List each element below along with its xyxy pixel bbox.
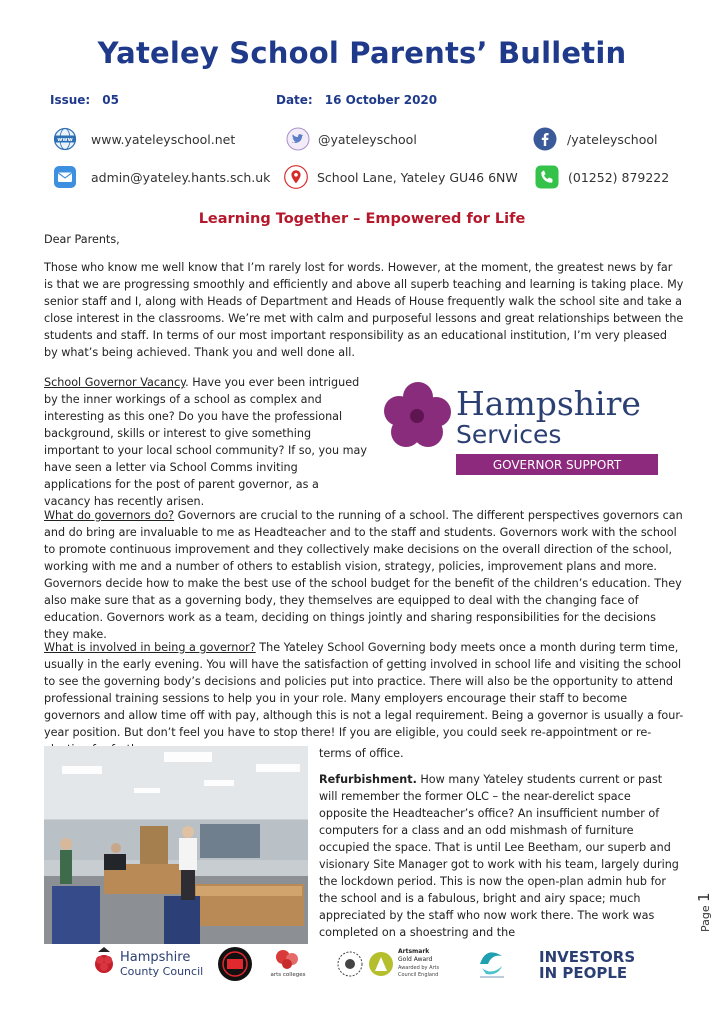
page-label: Page [699,905,712,932]
facebook-text: /yateleyschool [567,131,658,147]
issue-label: Issue: [50,93,91,107]
footer-logos [0,944,724,984]
address-text: School Lane, Yateley GU46 6NW [317,169,518,185]
intro-paragraph: Those who know me well know that I’m rarely lost for words. However, at the moment, the greatest news by far is that we are progressing smoothly and efficiently and above all superb teaching and learning is taking place. My senior staff and I, along with Heads of Department and Heads of House frequently walk the school site and take a close interest in the classrooms. We’re met with calm and purposeful lessons and great relationships between the students and staff. In terms of our most important responsibility as an educational institution, I’m very pleased by what’s being achieved. Thank you and well done all. [44,261,684,359]
artsmark-line2: Gold Award [398,956,433,963]
what-is-involved-paragraph [44,639,684,758]
email-icon [53,165,77,189]
what-governors-do-text: Governors are crucial to the running of a school. The different perspectives governors can and do bring are invaluable to me as Headteacher and to the staff and students. Governors work with the school to promote continuous improvement and they collectively make decisions on the overall direction of the school, working with me and a number of others to establish vision, strategy, policies, improvement plans and more. Governors decide how to make the best use of the school budget for the benefit of the children’s education. They also make sure that as a governing body, they themselves are equipped to deal with the changing face of education. Governors work as a team, deciding on things jointly and sharing responsibilities for the decisions they make. [44,509,683,641]
governor-support-text: GOVERNOR SUPPORT [492,458,622,472]
hampshire-word: Hampshire [456,384,641,423]
page-number [694,892,714,940]
globe-icon [53,127,77,151]
services-word: Services [456,420,562,449]
bulletin-title: Yateley School Parents’ Bulletin [97,36,627,70]
what-is-involved-text: The Yateley School Governing body meets once a month during term time, usually in the early evening. You will have the satisfaction of getting involved in school life and visiting the school to see the governing body’s decisions and policies put into practice. There will also be the opportunity to attend professional training sessions to help you in your role. Many employers encourage their staff to become governors and allow time off with pay, although this is not a legal requirement. Being a governor is usually a four-year position. But don’t feel you have to stop there! If you are eligible, you could seek re-appointment or re- [44,641,684,739]
contact-phone[interactable] [535,165,669,189]
governor-vacancy-text: . Have you ever been intrigued by the inner workings of a school as complex and interesting as this one? Do you have the professional background, skills or interest to give something important to your local school community? If so, you may have seen a letter via School Comms inviting applications for the post of parent governor, as a vacancy has recently arisen. [44,376,368,508]
phone-icon [535,165,559,189]
phone-text: (01252) 879222 [568,169,670,185]
what-governors-do-heading: What do governors do? [44,509,175,522]
refurbishment-heading: Refurbishment. [319,773,417,786]
email-text: admin@yateley.hants.sch.uk [91,169,271,185]
teal-swirl-logo [480,952,504,978]
date-value: 16 October 2020 [324,93,438,107]
hampshire-services-logo [384,379,660,479]
twitter-icon [286,127,310,151]
artsmark-logo [369,948,440,978]
issue-value: 05 [102,93,119,107]
hcc-line1: Hampshire [120,950,191,965]
governor-vacancy-heading: School Governor Vacancy [44,376,186,389]
contact-facebook[interactable] [533,127,658,151]
refurbished-office-photo [44,746,308,944]
contact-email[interactable] [53,165,270,189]
salutation: Dear Parents, [44,233,120,246]
map-pin-icon [284,165,308,189]
www-icon-text: www [57,137,73,144]
artsmark-line1: Artsmark [398,948,430,955]
hampshire-county-council-logo [95,947,203,978]
facebook-icon [533,127,557,151]
hcc-line2: County Council [120,965,204,978]
artsmark-line3: Awarded by Arts [398,965,440,971]
motto: Learning Together – Empowered for Life [198,211,526,227]
iip-line1: INVESTORS [539,948,636,966]
flower-icon [384,382,451,447]
date-meta [276,93,437,107]
what-is-involved-end: terms of office. [319,747,404,760]
what-is-involved-heading: What is involved in being a governor? [44,641,256,654]
design-mark-logo [218,947,252,981]
arts-colleges-logo [271,950,306,978]
arts-council-badge [338,952,362,976]
refurbishment-text: How many Yateley students current or past will remember the former OLC – the near-derelict space opposite the Headteacher’s office? An insufficient number of computers for a class and an odd mishmash of furniture occupied the space. That is until Lee Beetham, our superb and visionary Site Manager got to work with his team, largely during the lockdown period. This is now the open-plan admin hub for the school and is a fabulous, bright and airy space; much appreciated by the staff who now work there. The work was completed on a shoestring and the [319,773,679,939]
what-governors-do-paragraph [44,507,684,643]
issue-meta [50,93,119,107]
contact-twitter[interactable] [286,127,417,151]
contact-address[interactable] [284,165,518,189]
artsmark-line4: Council England [398,972,439,978]
refurbishment-paragraph [319,771,679,941]
page-value: 1 [695,892,713,902]
iip-line2: IN PEOPLE [539,964,628,982]
investors-in-people-logo [539,948,635,982]
arts-colleges-text: arts colleges [270,972,306,978]
governor-vacancy-paragraph [44,374,368,510]
contact-website[interactable] [53,127,235,151]
twitter-text: @yateleyschool [318,131,417,147]
website-text: www.yateleyschool.net [91,131,236,147]
date-label: Date: [276,93,313,107]
